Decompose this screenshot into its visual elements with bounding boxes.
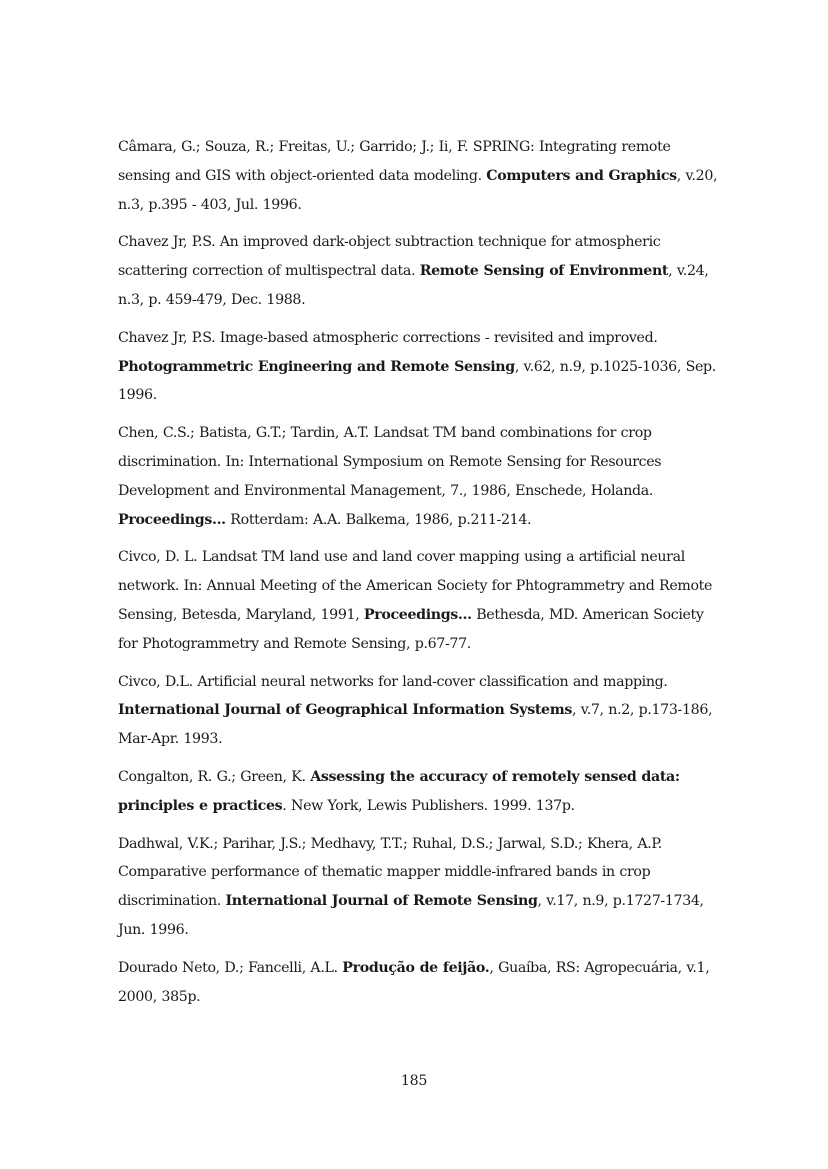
page-number: 185 xyxy=(400,1073,428,1089)
reference-text: Dadhwal, V.K.; Parihar, J.S.; Medhavy, T.T.; Ruhal, D.S.; Jarwal, S.D.; Khera, A.P. Comparative performance of thematic mapper middle-infrared bands in crop discrimination. xyxy=(118,835,662,910)
reference-details: . New York, Lewis Publishers. 1999. 137p. xyxy=(282,797,575,814)
reference-entry xyxy=(118,228,718,314)
reference-entry xyxy=(118,543,718,658)
reference-text: Congalton, R. G.; Green, K. xyxy=(118,768,311,785)
reference-source-title: Photogrammetric Engineering and Remote Sensing xyxy=(118,358,515,375)
reference-details: , v.62, n.9, p.1025-1036, Sep. 1996. xyxy=(118,358,716,404)
reference-source-title: Proceedings... xyxy=(363,606,472,623)
reference-entry xyxy=(118,763,718,821)
reference-details: Bethesda, MD. American Society for Photogrammetry and Remote Sensing, p.67-77. xyxy=(118,606,704,652)
reference-source-title: International Journal of Remote Sensing xyxy=(225,893,538,910)
reference-source-title: Assessing the accuracy of remotely sensed data: principles e practices xyxy=(118,768,680,814)
reference-details: , v.7, n.2, p.173-186, Mar-Apr. 1993. xyxy=(118,702,713,748)
reference-details: Rotterdam: A.A. Balkema, 1986, p.211-214. xyxy=(225,511,532,528)
reference-details: , v.20, n.3, p.395 - 403, Jul. 1996. xyxy=(118,167,718,213)
reference-entry xyxy=(118,954,718,1012)
reference-text: Câmara, G.; Souza, R.; Freitas, U.; Garrido; J.; Ii, F. SPRING: Integrating remote sensing and GIS with object-oriented data modeling. xyxy=(118,139,671,184)
reference-details: , v.24, n.3, p. 459-479, Dec. 1988. xyxy=(118,263,709,308)
reference-entry xyxy=(118,133,718,219)
reference-source-title: Remote Sensing of Environment xyxy=(419,263,669,280)
reference-text: Chavez Jr, P.S. An improved dark-object subtraction technique for atmospheric scattering correction of multispectral data. xyxy=(118,234,661,280)
reference-source-title: Produção de feijão. xyxy=(342,959,490,976)
reference-text: Civco, D. L. Landsat TM land use and land cover mapping using a artificial neural network. In: Annual Meeting of the American Society for Phtogrammetry and Remote Sensing, Betesda, Maryland, 1991, xyxy=(118,549,713,623)
reference-text: Chen, C.S.; Batista, G.T.; Tardin, A.T. Landsat TM band combinations for crop discrimination. In: International Symposium on Remote Sensing for Resources Development and Environmental Management, 7., 1986, Enschede, Holanda. xyxy=(118,425,662,499)
reference-details: , v.17, n.9, p.1727-1734, Jun. 1996. xyxy=(118,893,704,938)
reference-text: Chavez Jr, P.S. Image-based atmospheric corrections - revisited and improved. xyxy=(118,329,658,346)
reference-list xyxy=(118,133,718,1020)
reference-entry xyxy=(118,324,718,410)
reference-entry xyxy=(118,668,718,754)
reference-details: , Guaíba, RS: Agropecuária, v.1, 2000, 385p. xyxy=(118,959,710,1005)
reference-text: Civco, D.L. Artificial neural networks for land-cover classification and mapping. xyxy=(118,673,668,690)
reference-text: Dourado Neto, D.; Fancelli, A.L. xyxy=(118,959,343,976)
reference-source-title: International Journal of Geographical Information Systems xyxy=(118,702,573,719)
reference-entry xyxy=(118,830,718,945)
reference-entry xyxy=(118,419,718,534)
reference-source-title: Proceedings... xyxy=(118,511,226,528)
reference-source-title: Computers and Graphics xyxy=(486,167,677,184)
